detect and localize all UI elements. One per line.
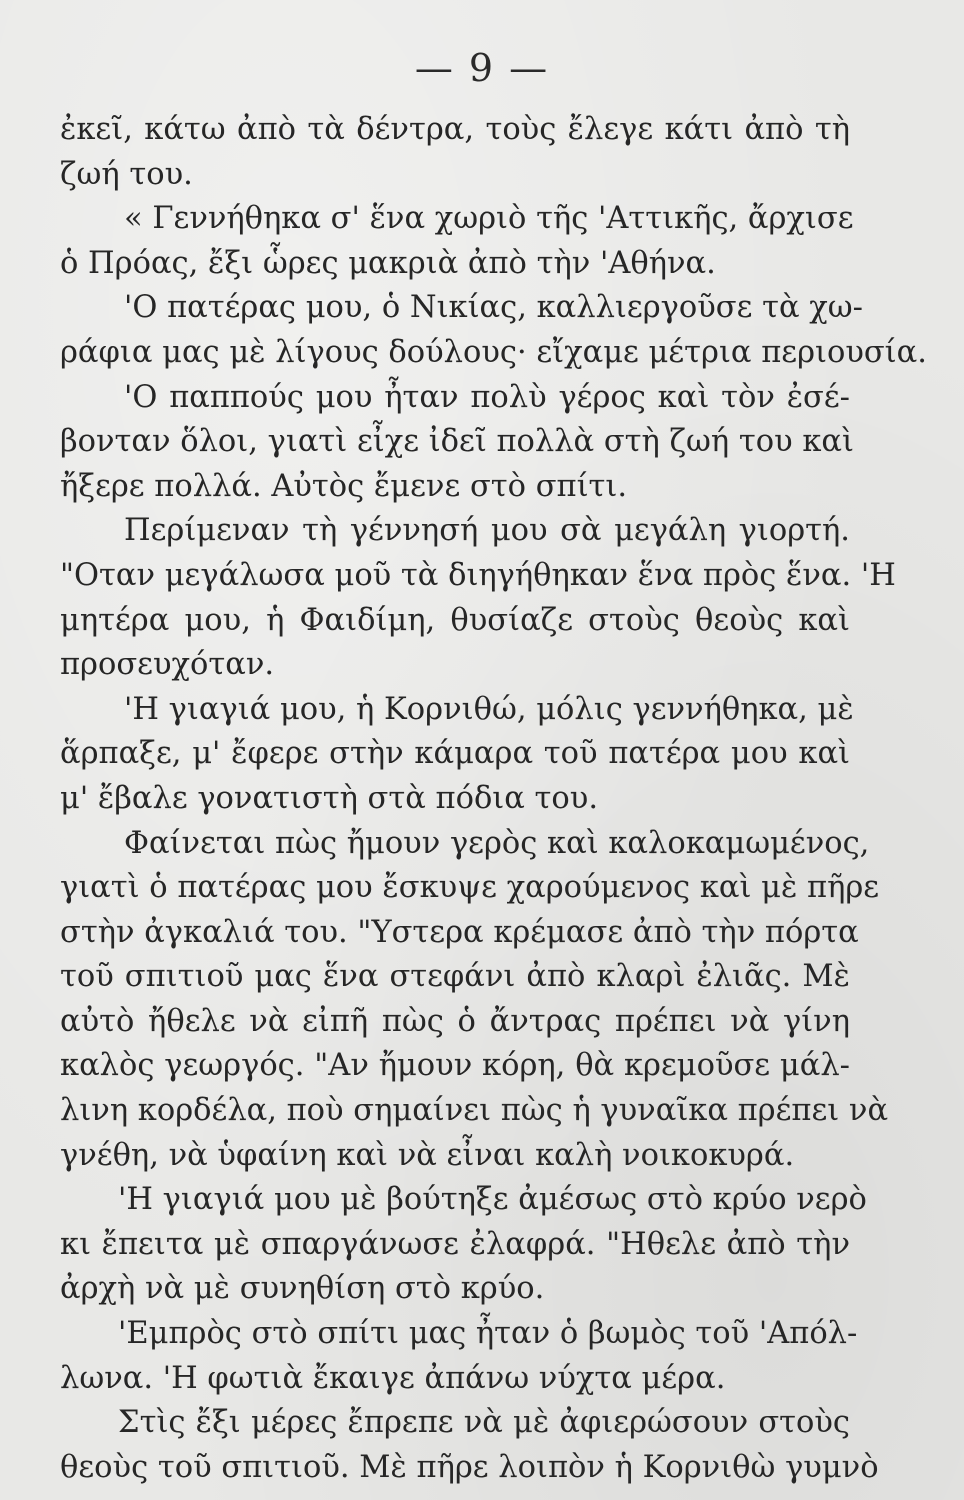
text-line: "Οταν μεγάλωσα μοῦ τὰ διηγήθηκαν ἕνα πρὸς ἕνα. 'Η [60, 557, 896, 593]
text-line: βονταν ὅλοι, γιατὶ εἶχε ἰδεῖ πολλὰ στὴ ζωή του καὶ [60, 424, 854, 460]
paragraph-start-line: « Γεννήθηκα σ' ἕνα χωριὸ τῆς 'Αττικῆς, ἄρχισε [124, 201, 854, 237]
paragraph-start-line: 'Η γιαγιά μου μὲ βούτηξε ἀμέσως στὸ κρύο νερὸ [118, 1182, 867, 1218]
text-line: γνέθη, νὰ ὑφαίνη καὶ νὰ εἶναι καλὴ νοικοκυρά. [60, 1137, 795, 1173]
paragraph-start-line: Φαίνεται πὼς ἤμουν γερὸς καὶ καλοκαμωμένος, [124, 825, 870, 861]
text-line: μητέρα μου, ἡ Φαιδίμη, θυσίαζε στοὺς θεοὺς καὶ [60, 602, 850, 638]
paragraph-start-line: 'Ο πατέρας μου, ὁ Νικίας, καλλιεργοῦσε τὰ χω- [124, 290, 863, 326]
text-line: ἀρχὴ νὰ μὲ συνηθίση στὸ κρύο. [60, 1271, 545, 1307]
text-line: ζωή του. [60, 156, 193, 192]
text-line: ἅρπαξε, μ' ἔφερε στὴν κάμαρα τοῦ πατέρα μου καὶ [60, 736, 850, 772]
text-line: μ' ἔβαλε γονατιστὴ στὰ πόδια του. [60, 780, 599, 816]
text-line: καλὸς γεωργός. "Αν ἤμουν κόρη, θὰ κρεμοῦσε μάλ- [60, 1048, 850, 1084]
text-line: ράφια μας μὲ λίγους δούλους· εἴχαμε μέτρια περιουσία. [60, 334, 927, 370]
text-line: στὴν ἀγκαλιά του. "Υστερα κρέμασε ἀπὸ τὴν πόρτα [60, 914, 859, 950]
text-line: λινη κορδέλα, ποὺ σημαίνει πὼς ἡ γυναῖκα πρέπει νὰ [60, 1093, 889, 1129]
text-line: κι ἔπειτα μὲ σπαργάνωσε ἐλαφρά. "Ηθελε ἀπὸ τὴν [60, 1226, 850, 1262]
text-line: αὐτὸ ἤθελε νὰ εἰπῆ πὼς ὁ ἄντρας πρέπει νὰ γίνη [60, 1003, 850, 1039]
text-line: λωνα. 'Η φωτιὰ ἔκαιγε ἀπάνω νύχτα μέρα. [60, 1360, 726, 1396]
body-text [60, 108, 927, 1490]
text-line: ὁ Πρόας, ἔξι ὧρες μακριὰ ἀπὸ τὴν 'Αθήνα. [60, 245, 716, 281]
text-line: προσευχόταν. [60, 647, 275, 683]
text-line: ἤξερε πολλά. Αὐτὸς ἔμενε στὸ σπίτι. [60, 468, 628, 504]
text-line: θεοὺς τοῦ σπιτιοῦ. Μὲ πῆρε λοιπὸν ἡ Κορνιθὼ γυμνὸ [60, 1449, 879, 1485]
page-number: — 9 — [414, 46, 550, 90]
paragraph-start-line: Στὶς ἔξι μέρες ἔπρεπε νὰ μὲ ἀφιερώσουν στοὺς [118, 1405, 850, 1441]
text-line: ἐκεῖ, κάτω ἀπὸ τὰ δέντρα, τοὺς ἔλεγε κάτι ἀπὸ τὴ [60, 112, 850, 147]
paragraph-start-line: 'Η γιαγιά μου, ἡ Κορνιθώ, μόλις γεννήθηκα, μὲ [124, 691, 854, 727]
paragraph-start-line: 'Ο παππούς μου ἦταν πολὺ γέρος καὶ τὸν ἐσέ- [124, 379, 850, 415]
text-line: τοῦ σπιτιοῦ μας ἕνα στεφάνι ἀπὸ κλαρὶ ἐλιᾶς. Μὲ [60, 959, 850, 995]
paragraph-start-line: 'Εμπρὸς στὸ σπίτι μας ἦταν ὁ βωμὸς τοῦ 'Απόλ- [118, 1316, 858, 1352]
paragraph-start-line: Περίμεναν τὴ γέννησή μου σὰ μεγάλη γιορτή. [124, 513, 850, 549]
text-line: γιατὶ ὁ πατέρας μου ἔσκυψε χαρούμενος καὶ μὲ πῆρε [60, 870, 880, 906]
